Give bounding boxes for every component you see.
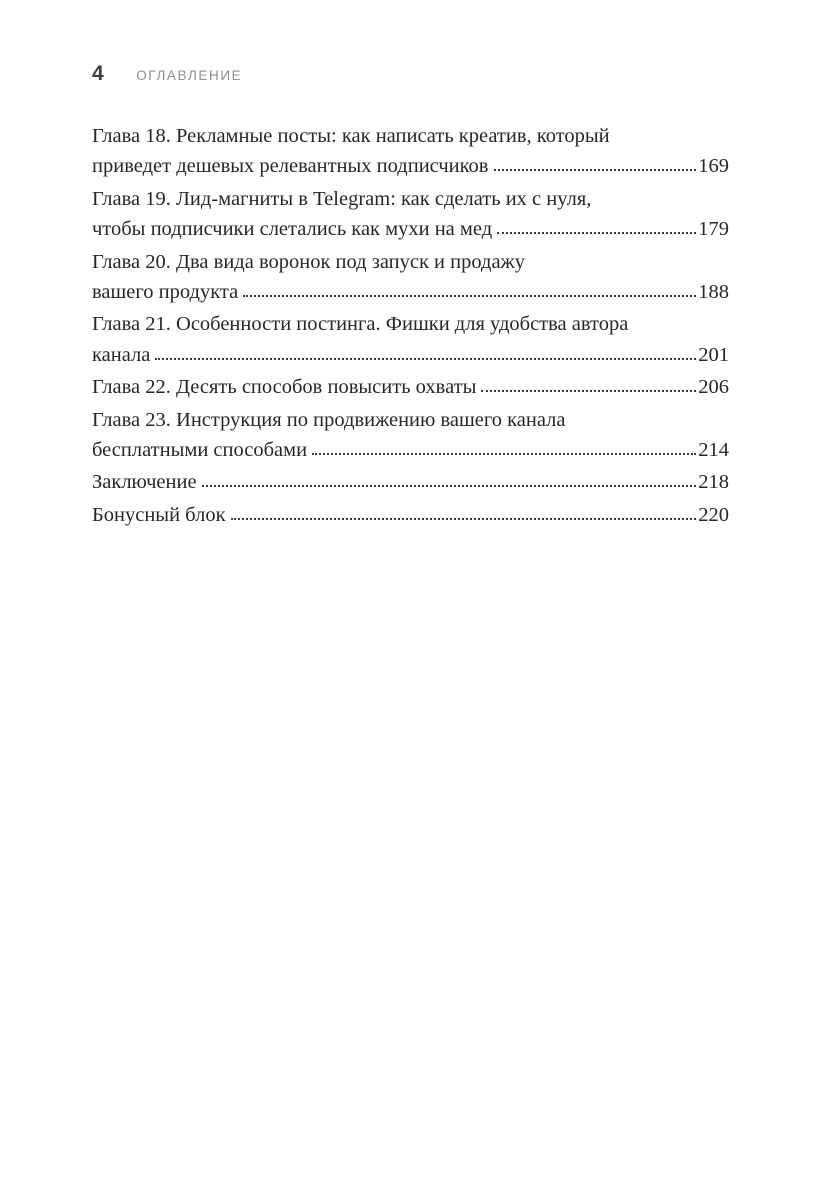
dot-leader	[481, 390, 696, 392]
dot-leader	[243, 295, 696, 297]
toc-entry-text: Глава 21. Особенности постинга. Фишки для удобства автора	[92, 313, 629, 336]
toc-entry	[92, 247, 729, 308]
toc-page-number: 214	[698, 439, 729, 462]
toc-entry	[92, 309, 729, 370]
toc-page-number: 188	[698, 281, 729, 304]
page-number: 4	[92, 62, 105, 85]
toc-page-number: 220	[698, 503, 729, 526]
dot-leader	[155, 358, 696, 360]
toc-entry-text: Бонусный блок	[92, 503, 226, 526]
toc-entry-text: вашего продукта	[92, 281, 239, 304]
toc-entry	[92, 467, 729, 497]
toc-entry-text: Глава 18. Рекламные посты: как написать креатив, который	[92, 125, 610, 147]
toc-entry-lastline	[92, 467, 729, 497]
toc-entry-text: Глава 19. Лид-магниты в Telegram: как сделать их с нуля,	[92, 187, 592, 210]
toc-entry-lastline	[92, 214, 729, 244]
running-header	[92, 62, 242, 86]
toc-entry-lastline	[92, 372, 729, 402]
toc-page-number: 201	[698, 343, 729, 366]
toc-page-number: 179	[698, 218, 729, 241]
toc-entry-text: канала	[92, 343, 151, 366]
toc-entry-lastline	[92, 500, 729, 530]
toc-entry-text: чтобы подписчики слетались как мухи на мед	[92, 218, 493, 241]
toc-page-number: 169	[698, 155, 729, 178]
toc-entry-text: Глава 23. Инструкция по продвижению вашего канала	[92, 408, 566, 431]
toc-entry	[92, 405, 729, 466]
dot-leader	[312, 453, 696, 455]
toc-entry	[92, 184, 729, 245]
toc-page-number: 218	[698, 471, 729, 494]
toc-entry-text: приведет дешевых релевантных подписчиков	[92, 155, 489, 178]
toc-entry-lastline	[92, 151, 729, 181]
toc-entry-lastline	[92, 435, 729, 465]
dot-leader	[231, 518, 697, 520]
toc-entry	[92, 500, 729, 530]
toc-entry-text: Заключение	[92, 471, 197, 494]
toc-entry-lastline	[92, 277, 729, 307]
toc-entry	[92, 121, 729, 182]
toc-page-number: 206	[698, 376, 729, 399]
toc-entry-lastline	[92, 340, 729, 370]
table-of-contents	[92, 121, 729, 532]
dot-leader	[202, 485, 697, 487]
toc-entry-text: Глава 22. Десять способов повысить охваты	[92, 376, 477, 399]
toc-entry	[92, 372, 729, 402]
running-head-title: ОГЛАВЛЕНИЕ	[136, 68, 243, 83]
dot-leader	[494, 169, 697, 171]
toc-entry-text: Глава 20. Два вида воронок под запуск и продажу	[92, 250, 525, 273]
toc-entry-text: бесплатными способами	[92, 439, 308, 462]
dot-leader	[497, 232, 696, 234]
